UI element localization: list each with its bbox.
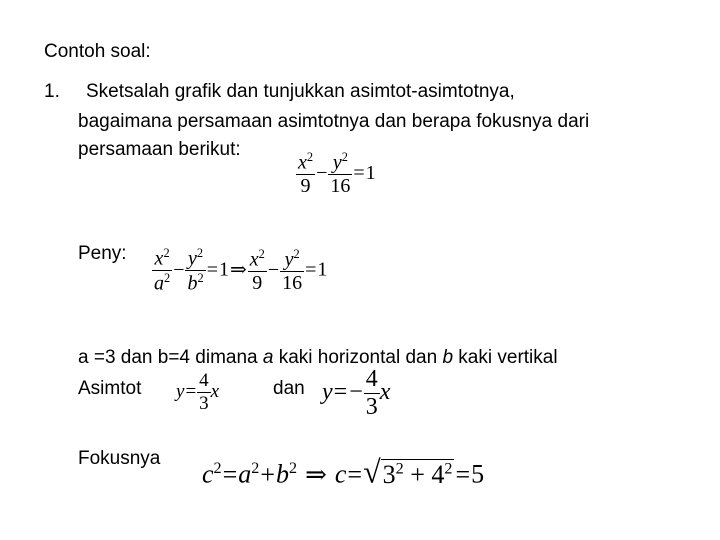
ab-text-1: a =3 dan b=4 dimana — [78, 347, 263, 368]
question-line-3: persamaan berikut: — [78, 139, 241, 160]
ab-statement — [78, 346, 558, 370]
asymptote-equation-1: y= $\frac{4}{3}$ x — [176, 370, 220, 414]
ab-text-2: kaki horizontal dan — [273, 347, 443, 368]
answer-label: Peny: — [78, 243, 127, 264]
asymptote-and: dan — [273, 378, 305, 399]
heading: Contoh soal: — [44, 41, 151, 62]
given-equation: $\frac{x^2}{9}$ − $\frac{y^2}{16}$ =1 — [298, 150, 376, 198]
question-line-1: Sketsalah grafik dan tunjukkan asimtot-asimtotnya, — [86, 81, 515, 102]
ab-text-3: kaki vertikal — [453, 347, 558, 368]
question-line-2: bagaimana persamaan asimtotnya dan berapa fokusnya dari — [78, 111, 590, 132]
ab-b: b — [442, 347, 454, 368]
item-number: 1. — [44, 81, 60, 102]
focus-equation: $c^2=a^2+b^2$ ⇒ $c=√3^2 + 4^2 =5$ — [202, 453, 485, 490]
ab-a: a — [262, 347, 274, 368]
focus-label: Fokusnya — [78, 448, 161, 469]
asymptote-equation-2: y=− $\frac{4}{3}$ x — [322, 366, 391, 420]
general-equation: $\frac{x^2}{a^2}$ − $\frac{y^2}{b^2}$ =1⇒ $\frac{x^2}{9}$ − $\frac{y^2}{16}$ =1 — [154, 246, 328, 295]
asymptote-label: Asimtot — [78, 378, 142, 399]
